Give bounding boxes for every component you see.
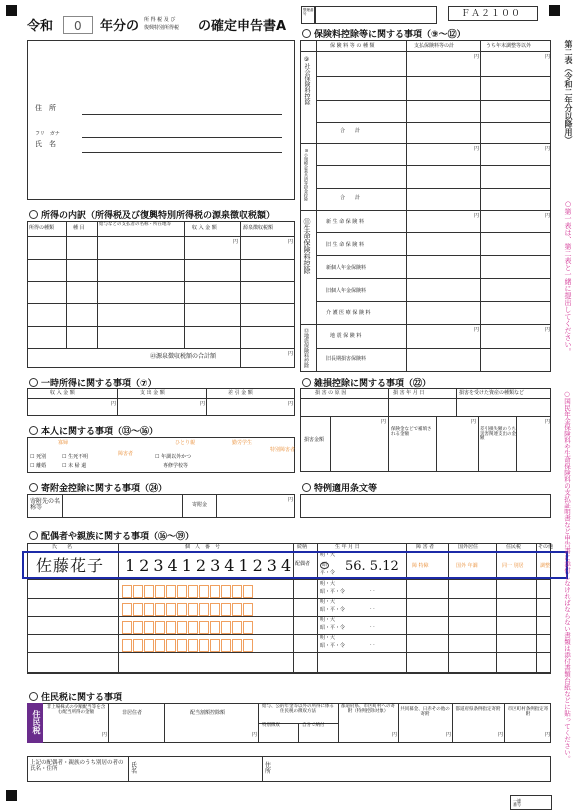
address-block — [27, 40, 295, 200]
income-details-title: 所得の内訳（所得税及び復興特別所得税の源泉徴収税額） — [29, 208, 275, 221]
address-line — [82, 114, 282, 115]
number-cells-row3[interactable] — [121, 601, 253, 620]
income-details-table — [27, 221, 295, 368]
number-cells-row2[interactable] — [121, 583, 253, 602]
resident-tax-title: 住民税に関する事項 — [29, 690, 122, 703]
seiri-number-field[interactable] — [315, 6, 437, 24]
second-table-label: 第二表（令和二年分以降用） — [564, 40, 573, 144]
earthquake-insurance-label: ⑫地震保険料控除 — [303, 328, 309, 368]
special-provisions-title: 特例適用条文等 — [302, 481, 377, 494]
side-note-1: ○第一表は、第二表と一緒に提出してください。 — [564, 200, 572, 355]
number-cells-row4[interactable] — [121, 619, 253, 638]
furigana-line — [82, 137, 282, 138]
insurance-table — [300, 40, 551, 372]
furigana-label: フリ ガナ — [35, 131, 60, 137]
casualty-title: 雑損控除に関する事項（㉒） — [302, 376, 431, 389]
year-suffix: 年分の — [100, 19, 140, 34]
name-line — [82, 152, 282, 153]
era-label: 令和 — [27, 19, 54, 34]
tax-type-line2: 復興特別所得税 — [144, 25, 180, 31]
temporary-income-title: 一時所得に関する事項（⑦） — [29, 376, 157, 389]
personal-title: 本人に関する事項（⑬〜⑯） — [29, 424, 158, 437]
side-note-2: ○国民年金保険料や生命保険料の支払証明書など申告書に添付しなければならない書類は添付書類台紙などに貼ってください。 — [563, 390, 571, 762]
donation-title: 寄附金控除に関する事項（㉔） — [29, 481, 167, 494]
insurance-title: 保険料控除等に関する事項（⑨〜⑫） — [302, 27, 466, 40]
form-code-box: ＦＡ２１００ — [448, 6, 538, 21]
address-label: 住 所 — [35, 104, 56, 112]
section-circle-icon — [302, 29, 311, 38]
resident-tax-side-label: 住民税 — [27, 703, 43, 743]
name-label: 氏 名 — [35, 140, 56, 148]
tax-type-line1: 所 得 税 及 び — [144, 17, 176, 23]
dependents-title: 配偶者や親族に関する事項（⑯〜⑲） — [29, 529, 194, 542]
life-insurance-label: ⑪生命保険料控除 — [303, 218, 311, 274]
social-insurance-label: ⑨社会保険料控除 — [303, 56, 310, 105]
spouse-dob: 56. 5.12 — [345, 559, 399, 574]
registration-mark-tr — [549, 5, 560, 16]
year-field[interactable]: 0 — [63, 16, 93, 34]
registration-mark-bl — [6, 790, 17, 801]
spouse-name: 佐藤花子 — [36, 556, 105, 575]
number-cells-row5[interactable] — [121, 637, 253, 656]
seiri-label-box: 整理番号 — [301, 6, 315, 24]
ichiren-box: 一連番号 — [510, 795, 552, 810]
withholding-total-label: ㊸源泉徴収税額の合計額 — [150, 353, 217, 360]
small-business-label: ⑩小規模企業共済等掛金控除 — [304, 148, 309, 201]
form-title: の確定申告書A — [198, 19, 287, 34]
spouse-number: 123412341234 — [125, 556, 296, 575]
spouse-row-highlight — [22, 551, 568, 579]
registration-mark-tl — [6, 5, 17, 16]
